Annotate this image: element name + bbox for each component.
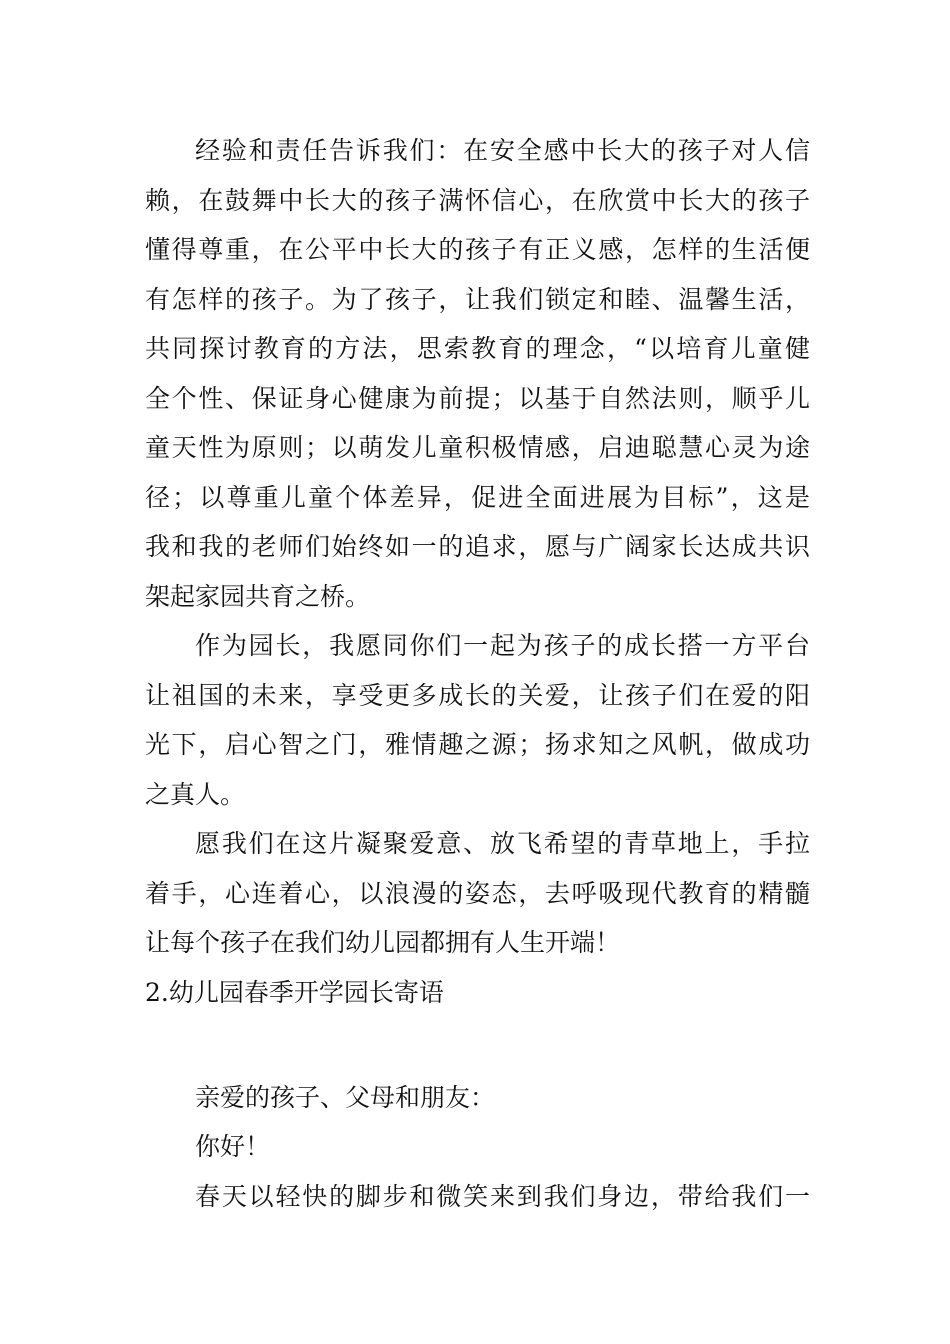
paragraph-1-line-4: 有怎样的孩子。为了孩子，让我们锁定和睦、温馨生活， — [145, 285, 810, 314]
letter-opening-line: 春天以轻快的脚步和微笑来到我们身边，带给我们一 — [195, 1182, 810, 1211]
letter-greeting: 你好！ — [195, 1132, 271, 1161]
paragraph-2-line-3: 光下，启心智之门，雅情趣之源；扬求知之风帆，做成功 — [145, 730, 810, 759]
paragraph-2-line-1: 作为园长，我愿同你们一起为孩子的成长搭一方平台 — [195, 631, 810, 660]
paragraph-1-line-6: 全个性、保证身心健康为前提；以基于自然法则，顺乎儿 — [145, 384, 810, 413]
paragraph-1-line-5: 共同探讨教育的方法，思索教育的理念，“以培育儿童健 — [145, 334, 810, 363]
paragraph-3-line-2: 着手，心连着心，以浪漫的姿态，去呼吸现代教育的精髓 — [145, 879, 810, 908]
paragraph-3-line-3: 让每个孩子在我们幼儿园都拥有人生开端！ — [145, 928, 621, 957]
section-heading: 2.幼儿园春季开学园长寄语 — [145, 978, 444, 1007]
paragraph-1-line-3: 懂得尊重，在公平中长大的孩子有正义感，怎样的生活便 — [145, 235, 810, 264]
paragraph-1-line-1: 经验和责任告诉我们：在安全感中长大的孩子对人信 — [195, 136, 810, 165]
paragraph-3-line-1: 愿我们在这片凝聚爱意、放飞希望的青草地上，手拉 — [195, 829, 810, 858]
paragraph-2-line-4: 之真人。 — [145, 780, 246, 809]
paragraph-1-line-9: 我和我的老师们始终如一的追求，愿与广阔家长达成共识 — [145, 532, 810, 561]
paragraph-1-line-2: 赖，在鼓舞中长大的孩子满怀信心，在欣赏中长大的孩子 — [145, 186, 810, 215]
paragraph-1-line-10: 架起家园共育之桥。 — [145, 582, 371, 611]
paragraph-2-line-2: 让祖国的未来，享受更多成长的关爱，让孩子们在爱的阳 — [145, 681, 810, 710]
paragraph-1-line-8: 径；以尊重儿童个体差异，促进全面进展为目标”，这是 — [145, 483, 810, 512]
paragraph-1-line-7: 童天性为原则；以萌发儿童积极情感，启迪聪慧心灵为途 — [145, 433, 810, 462]
letter-salutation: 亲爱的孩子、父母和朋友： — [195, 1083, 496, 1112]
